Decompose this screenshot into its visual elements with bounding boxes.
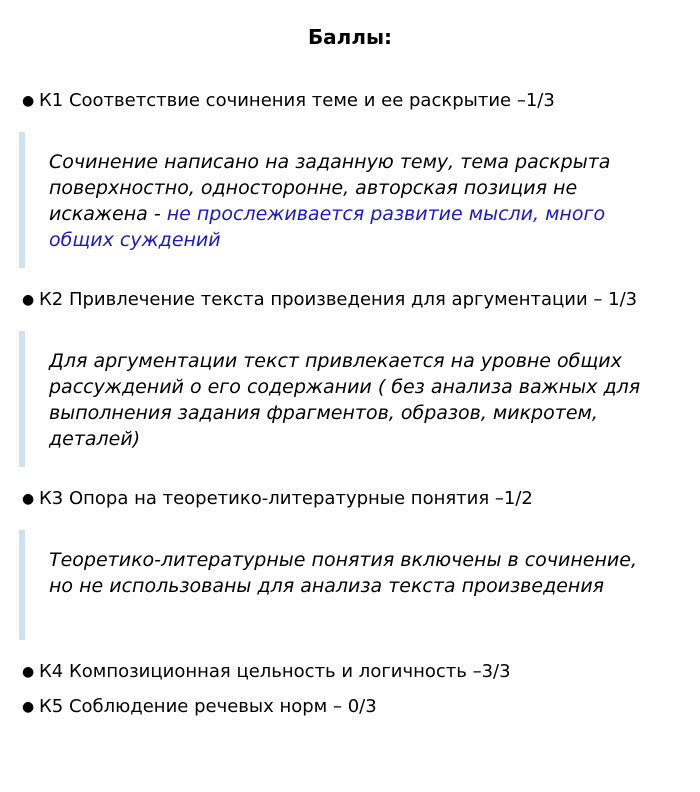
reviewer-comment: не прослеживается развитие мысли, много общих суждений xyxy=(49,203,606,251)
bullet-icon: ● xyxy=(22,664,35,680)
description-text: Теоретико-литературные понятия включены в сочинение, но не использованы для анализа текста произведения xyxy=(49,549,637,597)
criterion-k1 xyxy=(22,90,555,112)
criterion-text: К4 Композиционная цельность и логичность –3/3 xyxy=(39,661,511,682)
criterion-k4 xyxy=(22,661,511,683)
criterion-k2 xyxy=(22,289,637,311)
criterion-k3-description xyxy=(19,530,644,640)
description-text: Для аргументации текст привлекается на уровне общих рассуждений о его содержании ( без анализа важных для выполнения задания фрагментов, образов, микротем, деталей) xyxy=(49,350,641,450)
bullet-icon: ● xyxy=(22,491,35,507)
criterion-k2-description xyxy=(19,331,644,467)
bullet-icon: ● xyxy=(22,93,35,109)
criterion-text: К2 Привлечение текста произведения для аргументации – 1/3 xyxy=(39,289,638,310)
criterion-text: К3 Опора на теоретико-литературные понятия –1/2 xyxy=(39,488,533,509)
criterion-text: К1 Соответствие сочинения теме и ее раскрытие –1/3 xyxy=(39,90,555,111)
criterion-k5 xyxy=(22,696,377,718)
criterion-k1-description xyxy=(19,132,644,268)
criterion-text: К5 Соблюдение речевых норм – 0/3 xyxy=(39,696,377,717)
criterion-k3 xyxy=(22,488,533,510)
bullet-icon: ● xyxy=(22,699,35,715)
page-title: Баллы: xyxy=(307,25,393,49)
bullet-icon: ● xyxy=(22,292,35,308)
description-text: Сочинение написано на заданную тему, тема раскрыта поверхностно, односторонне, авторская позиция не искажена - xyxy=(49,151,611,225)
